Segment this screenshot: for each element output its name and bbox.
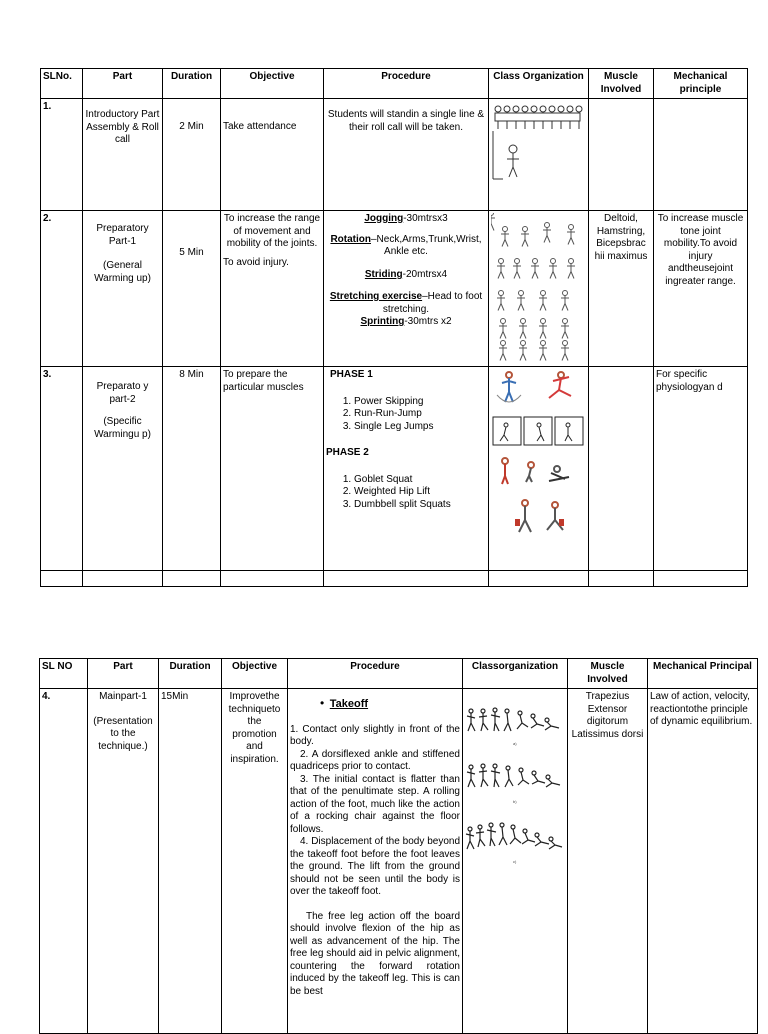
row-procedure: [324, 211, 489, 367]
part-subtitle: (Specific Warmingu p): [94, 416, 151, 440]
objective-text: Take attendance: [223, 121, 297, 132]
header-duration: Duration: [163, 69, 221, 99]
header-part: Part: [88, 659, 159, 689]
row-procedure: [324, 367, 489, 571]
row-sl: 2.: [41, 211, 83, 367]
row-muscle: Deltoid, Hamstring, Bicepsbrac hii maximus: [589, 211, 654, 367]
part-text: Introductory Part Assembly & Roll call: [85, 109, 160, 145]
procedure-text: Students will standin a single line & their roll call will be taken.: [327, 109, 485, 133]
header-principle: Mechanical principle: [654, 69, 748, 99]
table-row: [41, 99, 748, 211]
proc-sprinting: Sprinting-30mtrs x2: [360, 316, 452, 327]
part-title: Mainpart-1: [99, 691, 147, 702]
row-part: [83, 367, 163, 571]
row-class-organization: [489, 99, 589, 211]
figure-label-a: a): [513, 741, 517, 746]
objective-text: To increase the range of movement and mobility of the joints.: [223, 213, 321, 249]
header-duration: Duration: [159, 659, 222, 689]
header-objective: Objective: [222, 659, 288, 689]
phase2-heading: PHASE 2: [326, 447, 369, 458]
row-principle: Law of action, velocity, reactiontothe principle of dynamic equilibrium.: [648, 689, 758, 1034]
row-duration: 15Min: [159, 689, 222, 1034]
row-sl: 3.: [41, 367, 83, 571]
free-leg-text: The free leg action off the board should involve flexion of the hip as well as advancement of the hip. The free leg should aid in pelvic alignment, countering the forward rotation induced by the takeoff leg. This is can be best: [290, 910, 460, 997]
row-muscle: [589, 99, 654, 211]
objective-note: To avoid injury.: [223, 256, 289, 268]
step-1: 1. Contact only slightly in front of the body.: [290, 723, 460, 747]
row-objective: [221, 99, 324, 211]
header-class-organization: Classorganization: [463, 659, 568, 689]
table-row: [41, 211, 748, 367]
figure-label-b: b): [513, 799, 517, 804]
header-part: Part: [83, 69, 163, 99]
step-4: 4. Displacement of the body beyond the takeoff foot before the foot leaves the ground. The lift from the ground should not be seen until the body is over the takeoff foot.: [290, 836, 460, 897]
list-item: 1. Power Skipping: [354, 396, 486, 409]
warmup-exercises-illustration: [491, 213, 587, 361]
table-header-row: [40, 659, 758, 689]
part-title: Preparatory Part-1: [96, 223, 149, 247]
figure-label-c: c): [513, 859, 517, 864]
row-class-organization: [463, 689, 568, 1034]
row-muscle: Trapezius Extensor digitorum Latissimus dorsi: [568, 689, 648, 1034]
proc-striding: Striding-20mtrsx4: [364, 268, 448, 280]
header-muscle: Muscle Involved: [589, 69, 654, 99]
header-procedure: Procedure: [324, 69, 489, 99]
header-muscle: Muscle Involved: [568, 659, 648, 689]
step-3: 3. The initial contact is flatter than that of the penultimate step. A rolling action of the foot, much like the action of a rocking chair against the floor follows.: [290, 773, 460, 835]
phase1-heading: PHASE 1: [330, 369, 373, 380]
proc-rotation: Rotation–Neck,Arms,Trunk,Wrist, Ankle etc.: [330, 233, 482, 257]
row-objective: To prepare the particular muscles: [221, 367, 324, 571]
row-part: [83, 99, 163, 211]
row-class-organization: [489, 367, 589, 571]
row-part: [83, 211, 163, 367]
table-row-spacer: [41, 571, 748, 587]
row-principle: To increase muscle tone joint mobility.To avoid injury andtheusejoint ingreater range.: [654, 211, 748, 367]
takeoff-heading: • Takeoff: [320, 696, 369, 710]
list-item: 2. Weighted Hip Lift: [354, 486, 486, 499]
lesson-plan-table-2: [39, 658, 758, 1034]
row-procedure: [324, 99, 489, 211]
step-2: 2. A dorsiflexed ankle and stiffened quadriceps prior to contact.: [290, 748, 460, 772]
header-objective: Objective: [221, 69, 324, 99]
header-class-organization: Class Organization: [489, 69, 589, 99]
row-sl: 1.: [41, 99, 83, 211]
students-line-illustration: [491, 101, 587, 187]
table-row: [40, 689, 758, 1034]
phase1-list: [326, 396, 486, 434]
row-part: [88, 689, 159, 1034]
header-principle: Mechanical Principal: [648, 659, 758, 689]
table-row: [41, 367, 748, 571]
phase2-list: [326, 474, 486, 512]
row-class-organization: [489, 211, 589, 367]
row-procedure: [288, 689, 463, 1034]
row-duration: [163, 211, 221, 367]
part-subtitle: (General Warming up): [94, 260, 151, 284]
row-principle: [654, 99, 748, 211]
table-header-row: [41, 69, 748, 99]
lesson-plan-table-1: [40, 68, 748, 587]
list-item: 1. Goblet Squat: [354, 474, 486, 487]
row-sl: 4.: [40, 689, 88, 1034]
header-sl: SLNo.: [41, 69, 83, 99]
row-objective: [221, 211, 324, 367]
row-duration: 8 Min: [163, 367, 221, 571]
header-procedure: Procedure: [288, 659, 463, 689]
duration-text: 2 Min: [179, 121, 204, 132]
part-title: Preparato y part-2: [96, 381, 149, 405]
row-muscle: [589, 367, 654, 571]
list-item: 2. Run-Run-Jump: [354, 408, 486, 421]
row-objective: Improvethe techniqueto the promotion and inspiration.: [222, 689, 288, 1034]
row-duration: [163, 99, 221, 211]
specific-warmup-illustration: [491, 369, 587, 551]
list-item: 3. Dumbbell split Squats: [354, 499, 486, 512]
header-sl: SL NO: [40, 659, 88, 689]
long-jump-sequence-illustration: [465, 703, 566, 883]
proc-stretching: Stretching exercise–Head to foot stretching.: [329, 291, 483, 315]
duration-text: 5 Min: [179, 247, 204, 258]
part-subtitle: (Presentation to the technique.): [93, 715, 153, 752]
proc-jogging: Jogging-30mtrsx3: [364, 213, 448, 224]
list-item: 3. Single Leg Jumps: [354, 421, 486, 434]
row-principle: For specific physiologyan d: [654, 367, 748, 571]
